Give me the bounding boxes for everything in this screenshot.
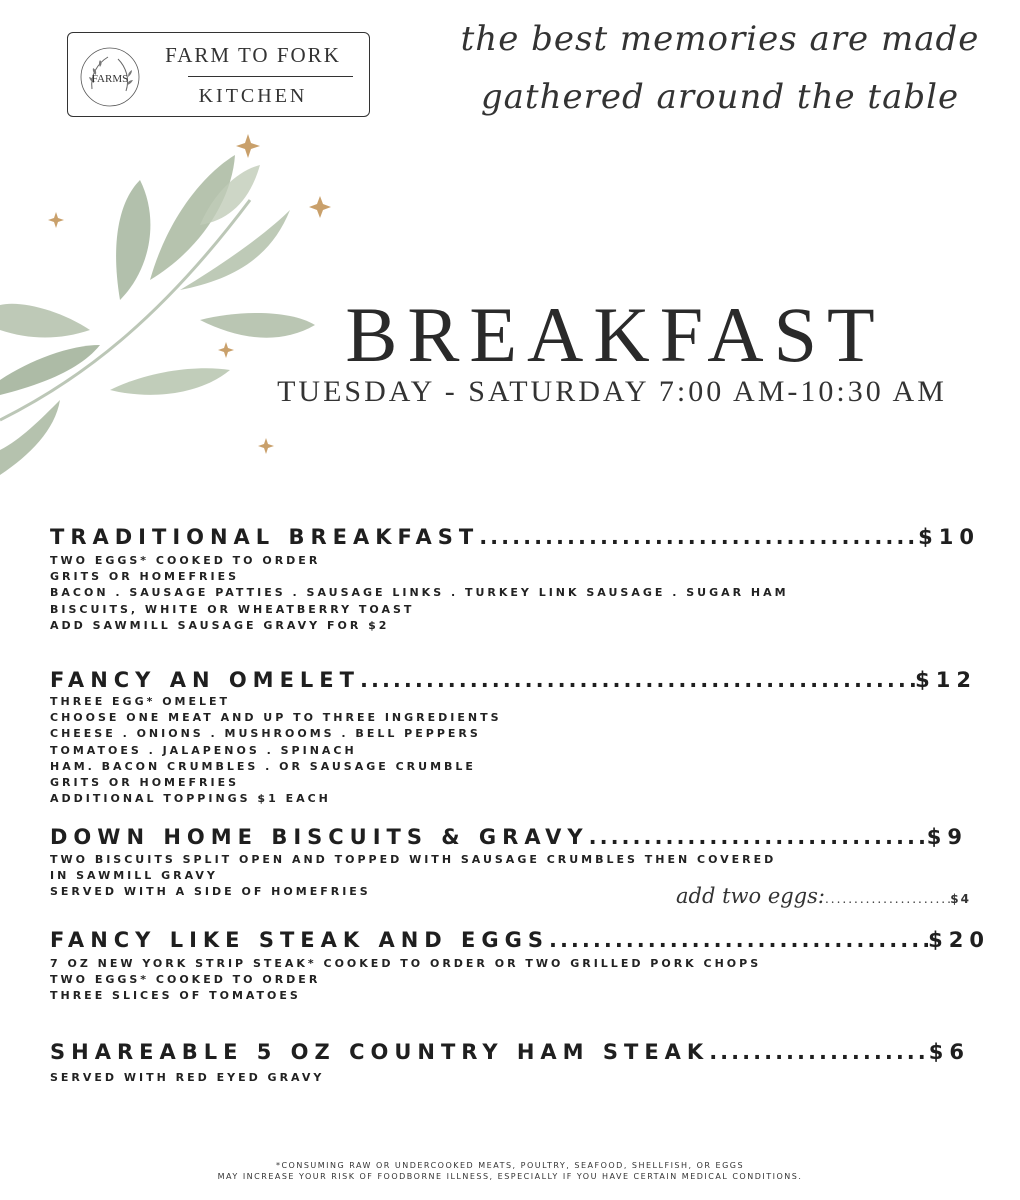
disclaimer-line-2: MAY INCREASE YOUR RISK OF FOODBORNE ILLNESS, ESPECIALLY IF YOU HAVE CERTAIN MEDICAL CONDITIONS. (217, 1172, 803, 1181)
description-line: GRITS OR HOMEFRIES (50, 570, 240, 584)
description-line: BISCUITS, WHITE OR WHEATBERRY TOAST (50, 602, 415, 616)
tagline-line-1: the best memories are made (460, 19, 980, 59)
menu-item-heading (50, 825, 968, 849)
menu-item-price: $12 (915, 668, 977, 692)
star-icon (48, 212, 64, 228)
star-icon (218, 342, 234, 358)
description-line: TWO EGGS* COOKED TO ORDER (50, 973, 321, 987)
menu-item-description (50, 956, 990, 1005)
dot-leader (589, 825, 927, 849)
menu-item-price: $6 (928, 1040, 970, 1064)
description-line: SERVED WITH RED EYED GRAVY (50, 1071, 325, 1084)
dot-leader (825, 892, 950, 906)
dot-leader (360, 668, 915, 692)
description-line: GRITS OR HOMEFRIES (50, 776, 240, 790)
menu-item-description (50, 1070, 970, 1086)
addon-label: add two eggs: (676, 884, 825, 908)
disclaimer-line-1: *CONSUMING RAW OR UNDERCOOKED MEATS, POULTRY, SEAFOOD, SHELLFISH, OR EGGS (275, 1161, 745, 1170)
logo-title: FARM TO FORK (165, 43, 341, 67)
menu-item-heading (50, 525, 980, 549)
description-line: SERVED WITH A SIDE OF HOMEFRIES (50, 885, 371, 899)
description-line: HAM. BACON CRUMBLES . OR SAUSAGE CRUMBLE (50, 759, 476, 773)
star-icon (309, 196, 331, 218)
menu-item-steak-and-eggs (50, 928, 990, 1005)
menu-item-fancy-an-omelet (50, 668, 977, 807)
description-line: IN SAWMILL GRAVY (50, 869, 218, 883)
menu-item-heading (50, 668, 977, 692)
menu-item-heading (50, 1040, 970, 1064)
logo-subtitle: KITCHEN (198, 85, 308, 107)
description-line: 7 OZ NEW YORK STRIP STEAK* COOKED TO ORDER OR TWO GRILLED PORK CHOPS (50, 957, 762, 970)
menu-item-description (50, 694, 977, 807)
description-line: TWO EGGS* COOKED TO ORDER (50, 554, 321, 567)
description-line: THREE EGG* OMELET (50, 695, 231, 708)
menu-item-name: SHAREABLE 5 OZ COUNTRY HAM STEAK (50, 1040, 710, 1064)
description-line: CHEESE . ONIONS . MUSHROOMS . BELL PEPPERS (50, 727, 481, 741)
description-line: THREE SLICES OF TOMATOES (50, 989, 301, 1003)
menu-item-description (50, 553, 980, 634)
description-line: BACON . SAUSAGE PATTIES . SAUSAGE LINKS . TURKEY LINK SAUSAGE . SUGAR HAM (50, 586, 789, 600)
menu-item-name: DOWN HOME BISCUITS & GRAVY (50, 825, 589, 849)
menu-item-country-ham-steak (50, 1040, 970, 1086)
star-icon (236, 134, 260, 158)
tagline-line-2: gathered around the table (480, 77, 960, 117)
hours: TUESDAY - SATURDAY 7:00 AM-10:30 AM (277, 375, 947, 408)
seal-text: FARMS (91, 73, 129, 85)
dot-leader (709, 1040, 929, 1064)
menu-item-traditional-breakfast (50, 525, 980, 634)
leaf-branch (0, 155, 315, 475)
dot-leader (549, 928, 928, 952)
food-safety-disclaimer (0, 1160, 1020, 1182)
menu-item-name: FANCY AN OMELET (50, 668, 360, 692)
tagline (460, 10, 980, 126)
menu-item-name: TRADITIONAL BREAKFAST (50, 525, 480, 549)
description-line: ADD SAWMILL SAUSAGE GRAVY FOR $2 (50, 618, 390, 632)
description-line: TOMATOES . JALAPENOS . SPINACH (50, 743, 357, 757)
menu-item-price: $9 (926, 825, 968, 849)
add-two-eggs-option (676, 884, 971, 908)
addon-price: $4 (950, 892, 971, 906)
description-line: ADDITIONAL TOPPINGS $1 EACH (50, 792, 331, 806)
dot-leader (479, 525, 918, 549)
description-line: TWO BISCUITS SPLIT OPEN AND TOPPED WITH SAUSAGE CRUMBLES THEN COVERED (50, 853, 777, 866)
star-icon (258, 438, 274, 454)
page-title: BREAKFAST (345, 291, 885, 378)
menu-item-name: FANCY LIKE STEAK AND EGGS (50, 928, 549, 952)
menu-item-price: $20 (928, 928, 990, 952)
description-line: CHOOSE ONE MEAT AND UP TO THREE INGREDIENTS (50, 711, 502, 725)
logo-divider (188, 76, 353, 77)
logo-box (67, 32, 370, 117)
farm-seal-icon (78, 45, 142, 109)
menu-item-heading (50, 928, 990, 952)
menu-item-price: $10 (918, 525, 980, 549)
